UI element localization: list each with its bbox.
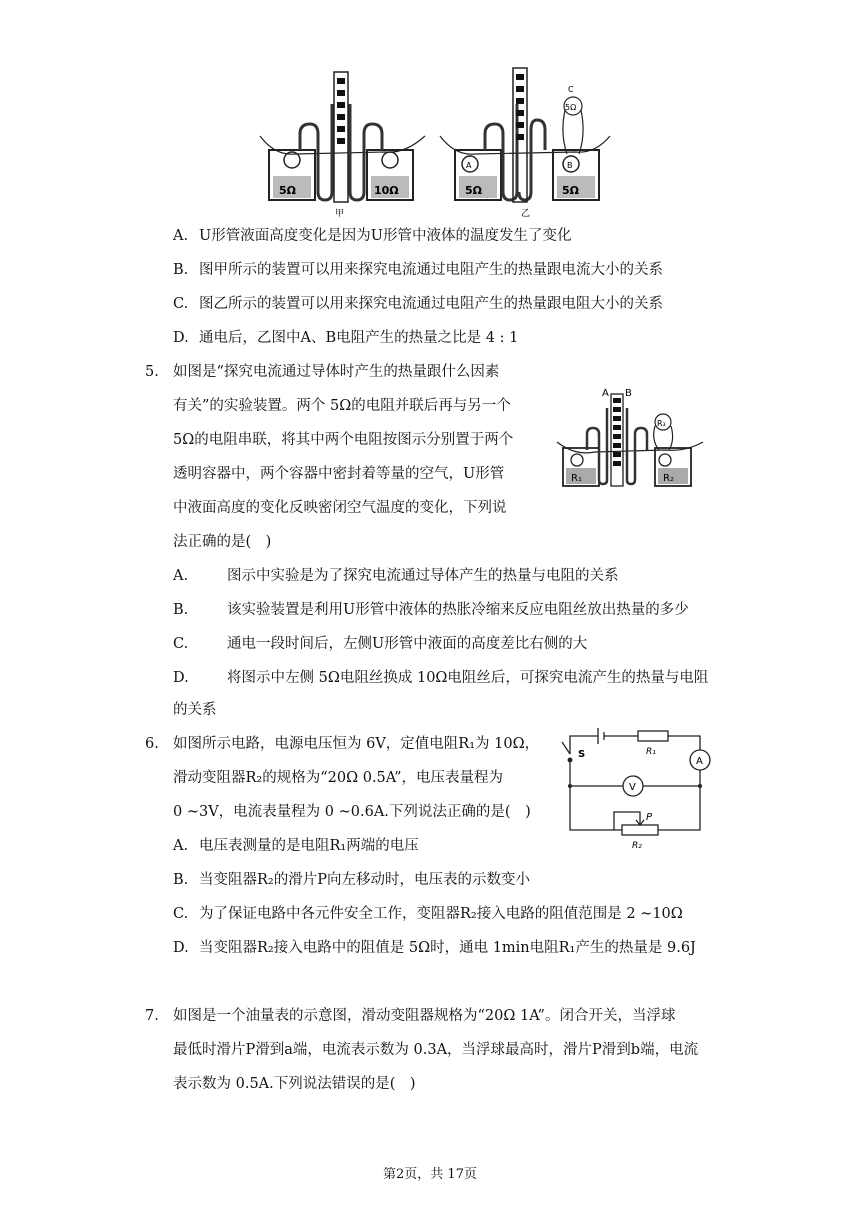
q6-number: 6. bbox=[145, 736, 159, 752]
q5-option-b bbox=[173, 600, 689, 620]
q4-option-c-letter: C. bbox=[173, 296, 189, 312]
q4-option-d-letter: D. bbox=[173, 330, 189, 346]
q5-stem-line-4: 透明容器中，两个容器中密封着等量的空气，U形管 bbox=[173, 466, 505, 482]
q6-option-b bbox=[173, 870, 530, 890]
q5-option-c-text: 通电一段时间后，左侧U形管中液面的高度差比右侧的大 bbox=[227, 636, 588, 652]
yi-rc-label: 5Ω bbox=[565, 103, 577, 112]
q5-option-d bbox=[173, 668, 708, 688]
yi-r1-label: 5Ω bbox=[465, 184, 483, 197]
q7-number: 7. bbox=[145, 1008, 159, 1024]
q7-stem-line-2: 最低时滑片P滑到a端，电流表示数为 0.3A，当浮球最高时，滑片P滑到b端，电流 bbox=[173, 1042, 699, 1058]
q5-figure bbox=[555, 384, 705, 492]
q6-option-d-letter: D. bbox=[173, 940, 189, 956]
q6-option-c-letter: C. bbox=[173, 906, 189, 922]
q6-option-d-text: 当变阻器R₂接入电路中的阻值是 5Ω时，通电 1min电阻R₁产生的热量是 9.6J bbox=[199, 940, 696, 956]
q6-option-a-letter: A. bbox=[173, 838, 189, 854]
q5-fig-r1: R₁ bbox=[571, 473, 582, 484]
q6-stem-line-3: 0 ~3V，电流表量程为 0 ~0.6A.下列说法正确的是( ) bbox=[173, 804, 531, 820]
q7-stem-line-3: 表示数为 0.5A.下列说法错误的是( ) bbox=[173, 1076, 416, 1092]
q5-option-c-letter: C. bbox=[173, 636, 189, 652]
yi-r2-label: 5Ω bbox=[562, 184, 580, 197]
q6-fig-a: A bbox=[696, 756, 703, 767]
q6-option-a-text: 电压表测量的是电阻R₁两端的电压 bbox=[199, 838, 419, 854]
q5-fig-a: A bbox=[602, 388, 609, 399]
q4-option-b-letter: B. bbox=[173, 262, 189, 278]
q5-stem-line-5: 中液面高度的变化反映密闭空气温度的变化，下列说 bbox=[173, 500, 507, 516]
q5-option-c bbox=[173, 634, 587, 654]
jia-r2-label: 10Ω bbox=[374, 184, 399, 197]
q4-option-c-text: 图乙所示的装置可以用来探究电流通过电阻产生的热量跟电阻大小的关系 bbox=[199, 296, 663, 312]
yi-c-letter: C bbox=[568, 85, 574, 94]
q6-option-b-letter: B. bbox=[173, 872, 189, 888]
q6-stem-line-1: 如图所示电路，电源电压恒为 6V，定值电阻R₁为 10Ω， bbox=[173, 736, 540, 752]
q5-option-b-letter: B. bbox=[173, 602, 189, 618]
q5-option-a bbox=[173, 566, 619, 586]
q5-option-b-text: 该实验装置是利用U形管中液体的热胀冷缩来反应电阻丝放出热量的多少 bbox=[227, 602, 689, 618]
q6-option-d bbox=[173, 938, 696, 958]
q5-fig-b: B bbox=[625, 388, 632, 399]
figure-jia-yi bbox=[255, 64, 615, 224]
q5-fig-r2: R₂ bbox=[663, 473, 674, 484]
q6-option-a bbox=[173, 836, 419, 856]
q4-option-d bbox=[173, 328, 518, 348]
q6-option-c-text: 为了保证电路中各元件安全工作，变阻器R₂接入电路的阻值范围是 2 ~10Ω bbox=[199, 906, 683, 922]
q5-option-d-letter: D. bbox=[173, 670, 189, 686]
q4-option-b-text: 图甲所示的装置可以用来探究电流通过电阻产生的热量跟电流大小的关系 bbox=[199, 262, 663, 278]
q6-fig-p: P bbox=[646, 812, 653, 823]
q4-option-a-text: U形管液面高度变化是因为U形管中液体的温度发生了变化 bbox=[199, 228, 572, 244]
q5-stem-line-1: 如图是“探究电流通过导体时产生的热量跟什么因素 bbox=[173, 364, 500, 380]
q4-option-c bbox=[173, 294, 663, 314]
page-footer: 第2页，共 17页 bbox=[383, 1167, 477, 1182]
q6-fig-r2: R₂ bbox=[632, 841, 642, 850]
q5-stem-line-3: 5Ω的电阻串联，将其中两个电阻按图示分别置于两个 bbox=[173, 432, 514, 448]
q5-option-a-text: 图示中实验是为了探究电流通过导体产生的热量与电阻的关系 bbox=[227, 568, 619, 584]
yi-a-letter: A bbox=[466, 161, 472, 170]
q5-option-d-text: 将图示中左侧 5Ω电阻丝换成 10Ω电阻丝后，可探究电流产生的热量与电阻 bbox=[227, 670, 709, 686]
q4-option-a bbox=[173, 226, 571, 246]
q7-stem-line-1: 如图是一个油量表的示意图，滑动变阻器规格为“20Ω 1A”。闭合开关，当浮球 bbox=[173, 1008, 676, 1024]
q6-circuit-figure bbox=[560, 724, 720, 850]
yi-b-letter: B bbox=[567, 161, 573, 170]
q5-option-a-letter: A. bbox=[173, 568, 189, 584]
q6-fig-r1: R₁ bbox=[646, 747, 656, 757]
q5-number: 5. bbox=[145, 364, 159, 380]
q5-stem-line-2: 有关”的实验装置。两个 5Ω的电阻并联后再与另一个 bbox=[173, 398, 511, 414]
jia-r1-label: 5Ω bbox=[279, 184, 297, 197]
q6-option-c bbox=[173, 904, 683, 924]
q5-stem-line-6: 法正确的是( ) bbox=[173, 534, 272, 550]
q5-fig-r3: R₃ bbox=[657, 419, 666, 428]
q6-fig-s: S bbox=[578, 749, 586, 760]
q6-fig-v: V bbox=[629, 782, 636, 793]
q6-stem-line-2: 滑动变阻器R₂的规格为“20Ω 0.5A”，电压表量程为 bbox=[173, 770, 504, 786]
q4-option-a-letter: A. bbox=[173, 228, 189, 244]
q5-option-d-continued: 的关系 bbox=[173, 702, 217, 718]
q4-option-d-text: 通电后，乙图中A、B电阻产生的热量之比是 4 : 1 bbox=[199, 330, 519, 346]
yi-caption: 乙 bbox=[521, 209, 531, 219]
jia-caption: 甲 bbox=[335, 209, 345, 219]
q6-option-b-text: 当变阻器R₂的滑片P向左移动时，电压表的示数变小 bbox=[199, 872, 530, 888]
q4-option-b bbox=[173, 260, 663, 280]
